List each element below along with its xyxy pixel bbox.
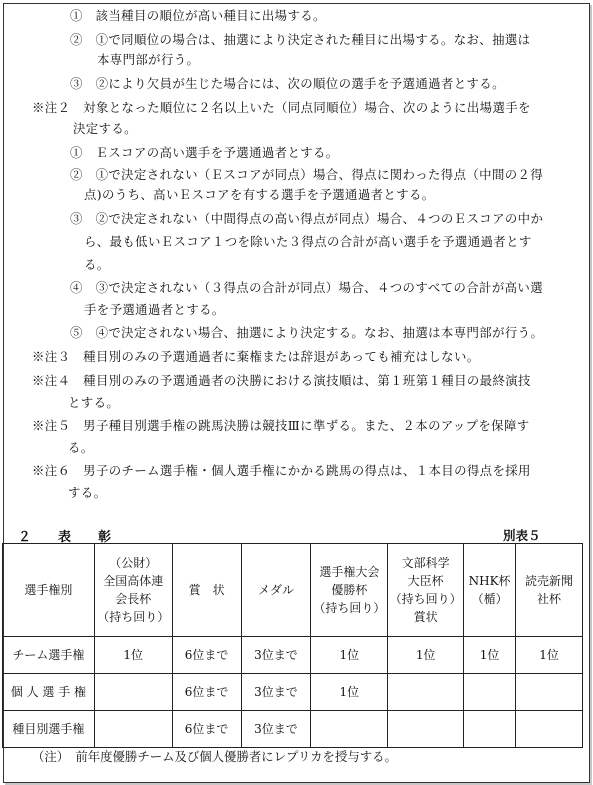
table-cell: 個 人 選 手 権 [3, 674, 95, 711]
text-line: ② ①で決定されない（Ｅスコアが同点）場合、得点に関わった得点（中間の２得 [70, 167, 544, 182]
table-row [3, 674, 583, 711]
awards-table [2, 543, 583, 748]
text-line: ③ ②で決定されない（中間得点の高い得点が同点）場合、４つのＥスコアの中か [70, 211, 544, 226]
table-cell: 1位 [311, 674, 388, 711]
table-cell [464, 674, 516, 711]
header-cell: （公財） 全国高体連 会長杯 （持ち回り） [94, 544, 172, 637]
table-cell: 種目別選手権 [3, 711, 95, 748]
footnote: （注） 前年度優勝チーム及び個人優勝者にレプリカを授与する。 [32, 749, 397, 764]
text-line: する。 [68, 485, 107, 500]
table-cell: 6位まで [172, 711, 241, 748]
text-line: ② ①で同順位の場合は、抽選により決定された種目に出場する。なお、抽選は [70, 32, 531, 47]
text-line: 点)のうち、高いＥスコアを有する選手を予選通過者とする。 [84, 187, 435, 202]
text-line: ※注２ 対象となった順位に２名以上いた（同点同順位）場合、次のように出場選手を [32, 100, 531, 115]
text-line: ※注３ 種目別のみの予選通過者に棄権または辞退があっても補充はしない。 [32, 349, 480, 364]
table-cell: 3位まで [241, 711, 311, 748]
table-cell [516, 711, 583, 748]
header-cell: 文部科学 大臣杯 （持ち回り） 賞状 [388, 544, 464, 637]
table-row [3, 711, 583, 748]
table-cell: 6位まで [172, 674, 241, 711]
table-label: 別表５ [503, 528, 541, 543]
text-line: ※注５ 男子種目別選手権の跳馬決勝は競技Ⅲに準ずる。また、２本のアップを保障す [32, 418, 530, 433]
header-cell: メダル [241, 544, 311, 637]
header-cell: 選手権大会 優勝杯 （持ち回り） [311, 544, 388, 637]
table-cell: チーム選手権 [3, 637, 95, 674]
header-cell: NHK杯 （楯） [464, 544, 516, 637]
header-cell: 賞 状 [172, 544, 241, 637]
text-line: ら、最も低いＥスコア１つを除いた３得点の合計が高い選手を予選通過者とす [84, 234, 532, 249]
text-line: 決定する。 [73, 121, 137, 136]
text-line: ※注６ 男子のチーム選手権・個人選手権にかかる跳馬の得点は、１本目の得点を採用 [32, 463, 531, 478]
table-cell: 3位まで [241, 637, 311, 674]
table-header-row [3, 544, 583, 637]
table-cell [311, 711, 388, 748]
text-line: ※注４ 種目別のみの予選通過者の決勝における演技順は、第１班第１種目の最終演技 [32, 373, 531, 388]
table-cell [516, 674, 583, 711]
table-cell [388, 711, 464, 748]
table-cell: 3位まで [241, 674, 311, 711]
table-cell [94, 674, 172, 711]
text-line: 本専門部が行う。 [97, 52, 200, 67]
table-cell [94, 711, 172, 748]
text-line: とする。 [68, 395, 120, 410]
table-cell: 1位 [94, 637, 172, 674]
text-line: ⑤ ④で決定されない場合、抽選により決定する。なお、抽選は本専門部が行う。 [70, 325, 544, 340]
table-cell: 1位 [311, 637, 388, 674]
text-line: ① 該当種目の順位が高い種目に出場する。 [70, 8, 326, 23]
table-cell: 1位 [516, 637, 583, 674]
table-cell: 6位まで [172, 637, 241, 674]
text-line: ④ ③で決定されない（３得点の合計が同点）場合、４つのすべての合計が高い選 [70, 280, 544, 295]
table-cell: 1位 [464, 637, 516, 674]
text-line: ① Ｅスコアの高い選手を予選通過者とする。 [70, 145, 339, 160]
table-cell: 1位 [388, 637, 464, 674]
text-line: 手を予選通過者とする。 [84, 302, 225, 317]
header-cell: 読売新聞 社杯 [516, 544, 583, 637]
text-line: る。 [68, 440, 94, 455]
section-heading: ２ 表 彰 [18, 530, 119, 545]
header-cell: 選手権別 [3, 544, 95, 637]
table-cell [464, 711, 516, 748]
text-line: る。 [84, 257, 110, 272]
table-cell [388, 674, 464, 711]
text-line: ③ ②により欠員が生じた場合には、次の順位の選手を予選通過者とする。 [70, 76, 505, 91]
table-row [3, 637, 583, 674]
